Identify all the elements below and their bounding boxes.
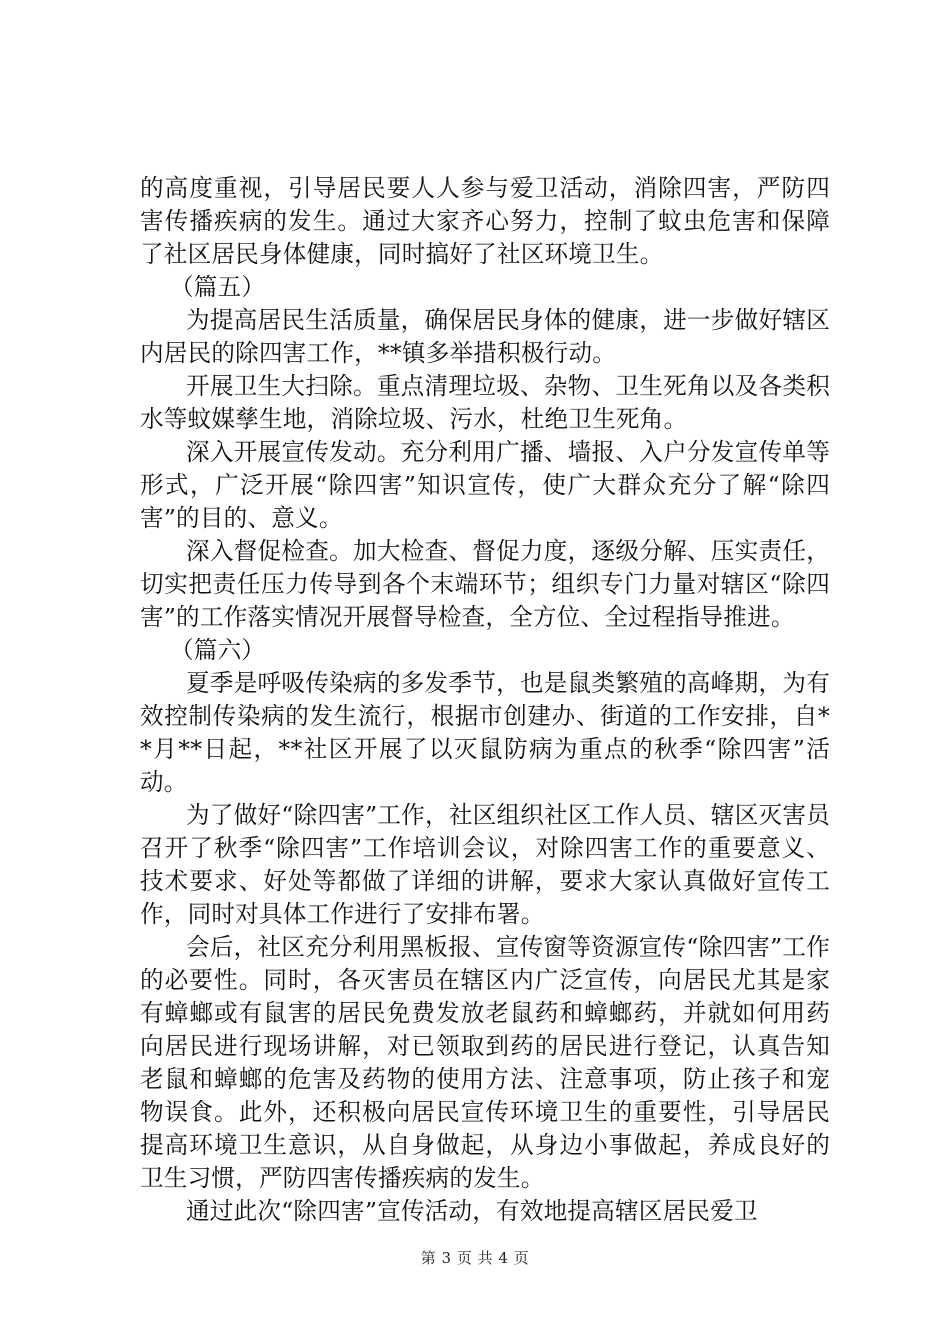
document-body [140, 172, 830, 1228]
paragraph: 为了做好“除四害”工作，社区组织社区工作人员、辖区灭害员召开了秋季“除四害”工作培训会议，对除四害工作的重要意义、技术要求、好处等都做了详细的讲解，要求大家认真做好宣传工作，同时对具体工作进行了安排布署。 [140, 801, 830, 928]
paragraph: 开展卫生大扫除。重点清理垃圾、杂物、卫生死角以及各类积水等蚊媒孳生地，消除垃圾、污水，杜绝卫生死角。 [140, 372, 830, 433]
paragraph: 为提高居民生活质量，确保居民身体的健康，进一步做好辖区内居民的除四害工作，**镇多举措积极行动。 [140, 306, 830, 367]
paragraph: 会后，社区充分利用黑板报、宣传窗等资源宣传“除四害”工作的必要性。同时，各灭害员在辖区内广泛宣传，向居民尤其是家有蟑螂或有鼠害的居民免费发放老鼠药和蟑螂药，并就如何用药向居民进行现场讲解，对已领取到药的居民进行登记，认真告知老鼠和蟑螂的危害及药物的使用方法、注意事项，防止孩子和宠物误食。此外，还积极向居民宣传环境卫生的重要性，引导居民提高环境卫生意识，从自身做起，从身边小事做起，养成良好的卫生习惯，严防四害传播疾病的发生。 [140, 933, 830, 1192]
paragraph: 夏季是呼吸传染病的多发季节，也是鼠类繁殖的高峰期，为有效控制传染病的发生流行，根据市创建办、街道的工作安排，自**月**日起，**社区开展了以灭鼠防病为重点的秋季“除四害”活动。 [140, 669, 830, 796]
paragraph: 深入督促检查。加大检查、督促力度，逐级分解、压实责任，切实把责任压力传导到各个末端环节；组织专门力量对辖区“除四害”的工作落实情况开展督导检查，全方位、全过程指导推进。 [140, 537, 830, 631]
paragraph-continuation: 的高度重视，引导居民要人人参与爱卫活动，消除四害，严防四害传播疾病的发生。通过大家齐心努力，控制了蚊虫危害和保障了社区居民身体健康，同时搞好了社区环境卫生。 [140, 174, 830, 268]
paragraph: 通过此次“除四害”宣传活动，有效地提高辖区居民爱卫 [186, 1197, 758, 1225]
paragraph: 深入开展宣传发动。充分利用广播、墙报、入户分发宣传单等形式，广泛开展“除四害”知识宣传，使广大群众充分了解“除四害”的目的、意义。 [140, 438, 830, 532]
section-heading-5: （篇五） [170, 273, 266, 301]
page-footer: 第 3 页 共 4 页 [420, 1249, 530, 1267]
section-heading-6: （篇六） [170, 636, 266, 664]
